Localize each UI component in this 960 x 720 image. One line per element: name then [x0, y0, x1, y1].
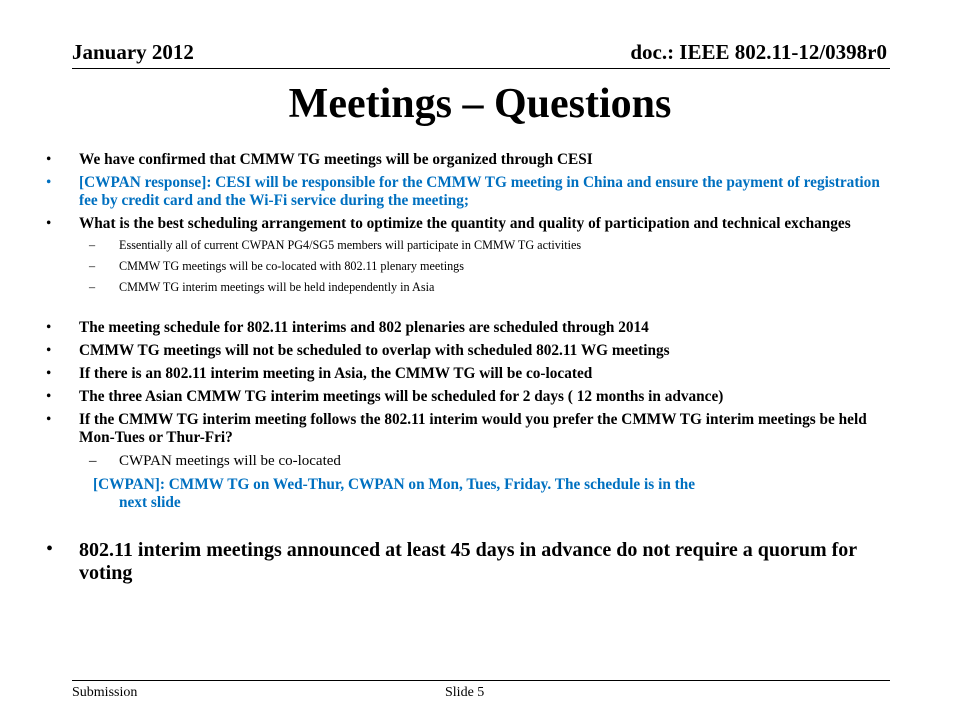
- bullet-marker: •: [46, 411, 52, 428]
- bullet-asia-interim: [46, 365, 894, 383]
- bullet-cwpan-response: [46, 174, 894, 210]
- bullet-marker: •: [46, 342, 52, 359]
- sub-bullet-text: CMMW TG interim meetings will be held independently in Asia: [119, 280, 435, 294]
- sub-bullet-text: Essentially all of current CWPAN PG4/SG5 members will participate in CMMW TG activities: [119, 238, 582, 252]
- cwpan-schedule-response: [74, 476, 894, 512]
- bullet-cesi-confirmed: [46, 151, 894, 169]
- dash-marker: –: [89, 238, 96, 252]
- sub-bullet-text: CWPAN meetings will be co-located: [119, 453, 341, 469]
- sub-bullet-interim-asia: [74, 280, 894, 295]
- bullet-schedule-2014: [46, 319, 894, 337]
- bullet-text: 802.11 interim meetings announced at least 45 days in advance do not require a quorum for voting: [79, 539, 857, 584]
- bullet-quorum-voting: [46, 538, 894, 585]
- bullet-marker: •: [46, 538, 54, 560]
- sub-bullet-cwpan-co-located: [74, 452, 894, 470]
- footer-slide-number: Slide 5: [445, 685, 485, 700]
- footer-submission: Submission: [72, 685, 138, 700]
- header-doc-id: doc.: IEEE 802.11-12/0398r0: [630, 40, 887, 64]
- bullet-text: [CWPAN response]: CESI will be responsible for the CMMW TG meeting in China and ensure the payment of registration fee by credit card and the Wi-Fi service during the meeting;: [79, 174, 880, 209]
- bullet-text: We have confirmed that CMMW TG meetings will be organized through CESI: [79, 151, 593, 168]
- bullet-text: CMMW TG meetings will not be scheduled to overlap with scheduled 802.11 WG meetings: [79, 342, 670, 359]
- bullet-marker: •: [46, 319, 52, 336]
- spacer: [74, 301, 894, 319]
- bullet-text: The three Asian CMMW TG interim meetings will be scheduled for 2 days ( 12 months in advance): [79, 388, 724, 405]
- sub-bullet-members: [74, 238, 894, 253]
- dash-marker: –: [89, 280, 96, 294]
- bullet-text: If there is an 802.11 interim meeting in Asia, the CMMW TG will be co-located: [79, 365, 593, 382]
- response-line-2: next slide: [119, 494, 181, 511]
- header-divider: [72, 68, 890, 69]
- bullet-marker: •: [46, 151, 52, 168]
- dash-marker: –: [89, 259, 96, 273]
- dash-marker: –: [89, 453, 97, 469]
- bullet-marker: •: [46, 365, 52, 382]
- bullet-scheduling-question: [46, 215, 894, 233]
- header-date: January 2012: [72, 40, 194, 64]
- sub-bullet-co-located: [74, 259, 894, 274]
- footer-divider: [72, 680, 890, 681]
- bullet-text: What is the best scheduling arrangement to optimize the quantity and quality of participation and technical exchanges: [79, 215, 851, 232]
- slide-title: Meetings – Questions: [288, 81, 672, 127]
- spacer: [74, 520, 894, 539]
- bullet-text: The meeting schedule for 802.11 interims and 802 plenaries are scheduled through 2014: [79, 319, 649, 336]
- slide-content: [46, 151, 894, 590]
- bullet-marker: •: [46, 388, 52, 405]
- bullet-marker: •: [46, 174, 52, 191]
- bullet-marker: •: [46, 215, 52, 232]
- response-line-1: [CWPAN]: CMMW TG on Wed-Thur, CWPAN on Mon, Tues, Friday. The schedule is in the: [93, 476, 696, 493]
- sub-bullet-text: CMMW TG meetings will be co-located with 802.11 plenary meetings: [119, 259, 465, 273]
- bullet-day-preference: [46, 411, 894, 447]
- bullet-no-overlap: [46, 342, 894, 360]
- bullet-text: If the CMMW TG interim meeting follows the 802.11 interim would you prefer the CMMW TG interim meetings be held Mon-Tues or Thur-Fri?: [79, 411, 867, 446]
- bullet-three-asian-meetings: [46, 388, 894, 406]
